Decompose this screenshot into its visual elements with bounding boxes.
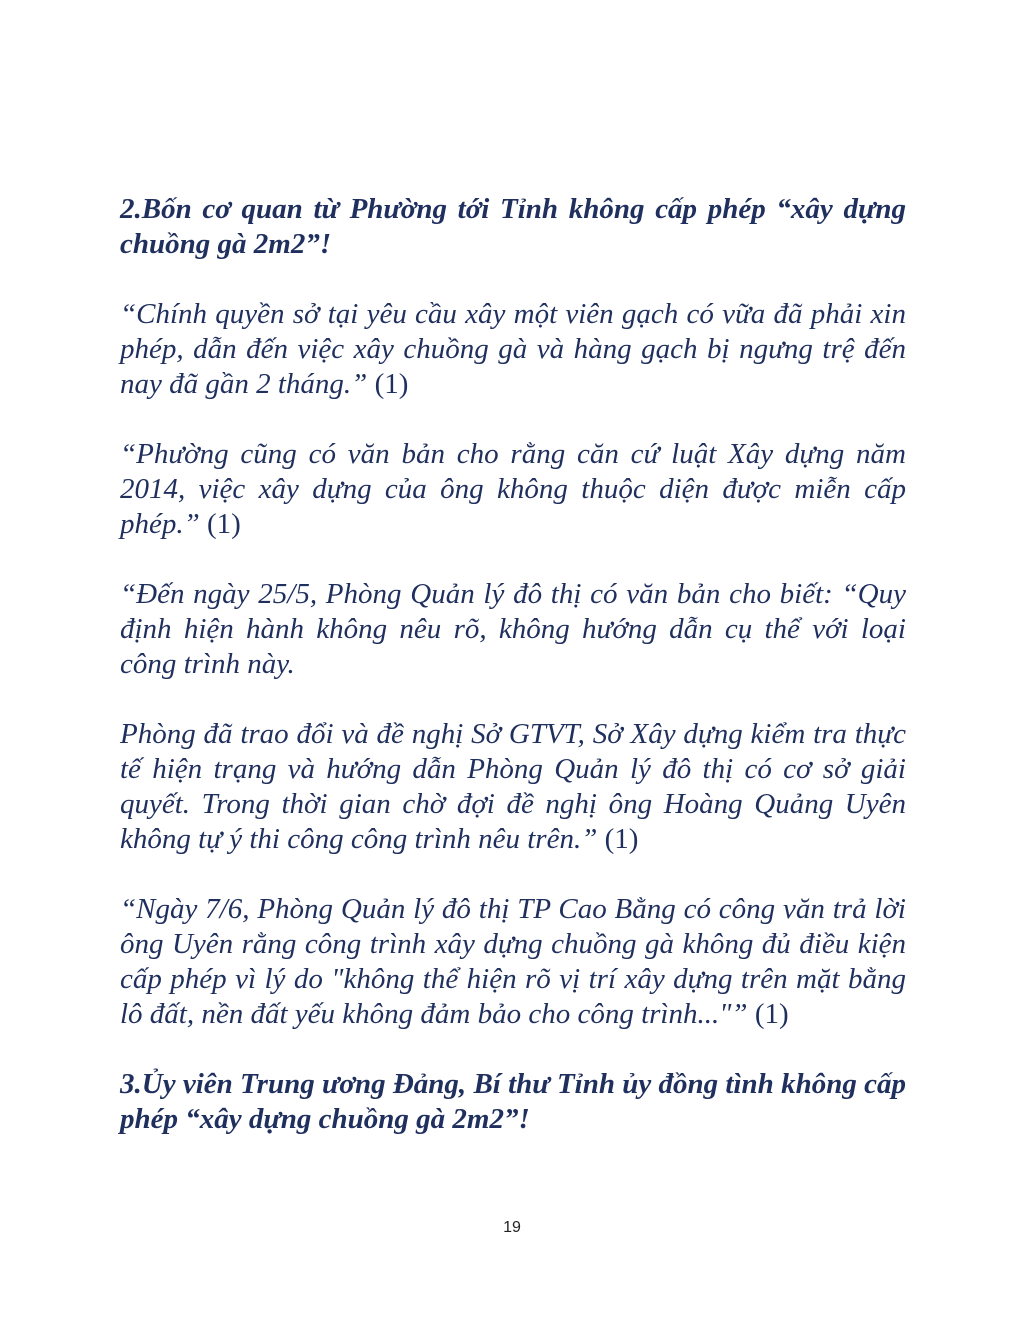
quote-text: “Đến ngày 25/5, Phòng Quản lý đô thị có văn bản cho biết: “Quy định hiện hành không nêu rõ, không hướng dẫn cụ thể với loại công trình này. [120,578,906,680]
section-heading-2: 2.Bốn cơ quan từ Phường tới Tỉnh không cấp phép “xây dựng chuồng gà 2m2”! [120,193,906,260]
quote-paragraph-4 [120,717,906,857]
citation-ref: (1) [597,823,639,855]
quote-paragraph-5 [120,892,906,1032]
quote-paragraph-1 [120,297,906,402]
quote-text: “Chính quyền sở tại yêu cầu xây một viên gạch có vữa đã phải xin phép, dẫn đến việc xây chuồng gà và hàng gạch bị ngưng trệ đến nay đã gần 2 tháng.” [120,298,906,400]
citation-ref: (1) [367,368,409,400]
quote-text: Phòng đã trao đổi và đề nghị Sở GTVT, Sở Xây dựng kiểm tra thực tế hiện trạng và hướng dẫn Phòng Quản lý đô thị có cơ sở giải quyết. Trong thời gian chờ đợi đề nghị ông Hoàng Quảng Uyên không tự ý thi công công trình nêu trên.” [120,718,906,855]
quote-text: “Phường cũng có văn bản cho rằng căn cứ luật Xây dựng năm 2014, việc xây dựng của ông không thuộc diện được miễn cấp phép.” [120,438,906,540]
citation-ref: (1) [747,998,789,1030]
section-heading-3: 3.Ủy viên Trung ương Đảng, Bí thư Tỉnh ủy đồng tình không cấp phép “xây dựng chuồng gà 2m2”! [120,1068,906,1135]
document-body [120,192,906,1172]
quote-text: “Ngày 7/6, Phòng Quản lý đô thị TP Cao Bằng có công văn trả lời ông Uyên rằng công trình xây dựng chuồng gà không đủ điều kiện cấp phép vì lý do "không thể hiện rõ vị trí xây dựng trên mặt bằng lô đất, nền đất yếu không đảm bảo cho công trình..."” [120,893,906,1030]
quote-paragraph-3 [120,577,906,682]
quote-paragraph-2 [120,437,906,542]
page-number: 19 [503,1219,521,1236]
citation-ref: (1) [199,508,241,540]
